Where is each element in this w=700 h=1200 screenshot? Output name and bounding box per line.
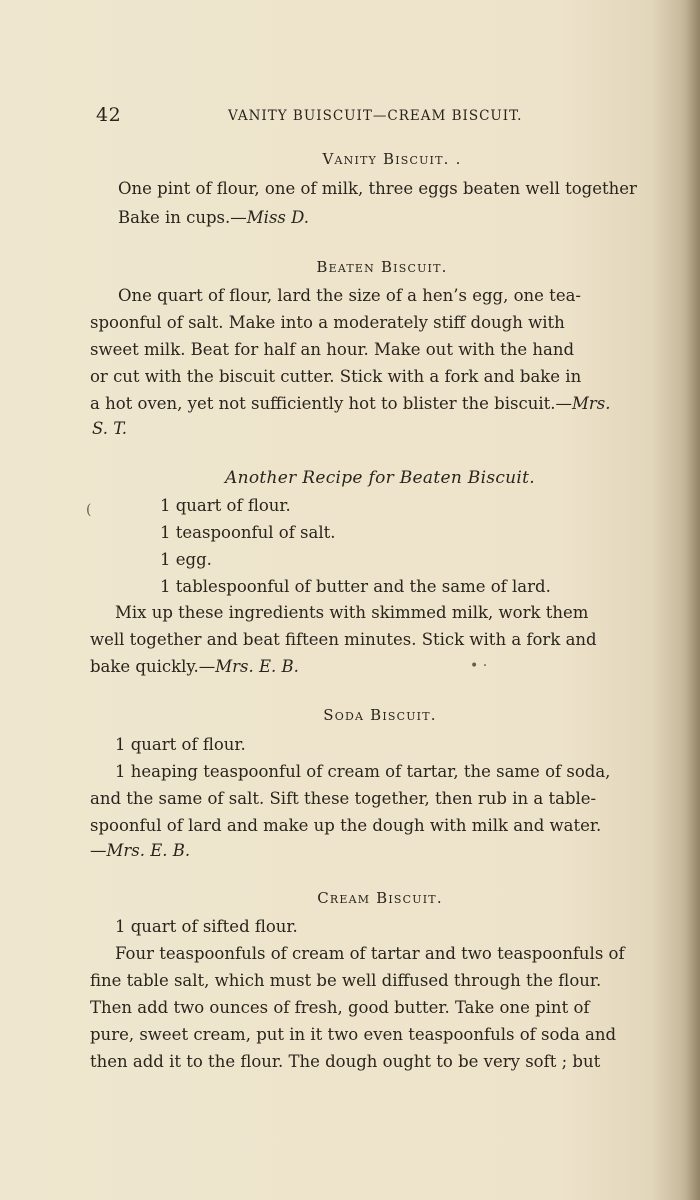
cream-line-4: Then add two ounces of fresh, good butter. Take one pint of <box>90 998 590 1017</box>
another-line-1: Mix up these ingredients with skimmed milk, work them <box>115 603 589 622</box>
margin-mark: ( <box>86 502 92 518</box>
ingredient-3: 1 egg. <box>160 550 212 569</box>
vanity-attribution: Miss D. <box>246 208 310 227</box>
another-attribution: Mrs. E. B. <box>215 657 299 676</box>
running-head: VANITY BUISCUIT—CREAM BISCUIT. <box>228 108 523 124</box>
cream-line-2: Four teaspoonfuls of cream of tartar and two teaspoonfuls of <box>115 944 625 963</box>
soda-line-1: 1 quart of flour. <box>115 735 246 754</box>
soda-attribution: —Mrs. E. B. <box>90 841 191 860</box>
page-number: 42 <box>96 104 122 126</box>
beaten-line-5: a hot oven, yet not sufficiently hot to blister the biscuit.—Mrs. <box>90 394 611 413</box>
soda-line-3: and the same of salt. Sift these together, then rub in a table- <box>90 789 597 808</box>
vanity-line-2: Bake in cups.—Miss D. <box>118 208 310 227</box>
beaten-biscuit-title: Beaten Biscuit. <box>316 258 448 276</box>
vanity-line-1: One pint of flour, one of milk, three eggs beaten well together <box>118 179 637 198</box>
beaten-line-1: One quart of flour, lard the size of a hen’s egg, one tea- <box>118 286 581 305</box>
beaten-line-2: spoonful of salt. Make into a moderately stiff dough with <box>90 313 565 332</box>
ingredient-2: 1 teaspoonful of salt. <box>160 523 336 542</box>
another-recipe-title: Another Recipe for Beaten Biscuit. <box>225 468 535 488</box>
ingredient-1: 1 quart of flour. <box>160 496 291 515</box>
ingredient-4: 1 tablespoonful of butter and the same of lard. <box>160 577 551 596</box>
cream-biscuit-title: Cream Biscuit. <box>317 889 443 907</box>
soda-biscuit-title: Soda Biscuit. <box>323 706 437 724</box>
stray-dots: • · <box>470 658 488 674</box>
cream-line-3: fine table salt, which must be well diffused through the flour. <box>90 971 602 990</box>
another-line-2: well together and beat fifteen minutes. Stick with a fork and <box>90 630 597 649</box>
another-line-3: bake quickly.—Mrs. E. B. <box>90 657 299 676</box>
cream-line-6: then add it to the flour. The dough ought to be very soft ; but <box>90 1052 601 1071</box>
beaten-line-3: sweet milk. Beat for half an hour. Make out with the hand <box>90 340 575 359</box>
cream-line-1: 1 quart of sifted flour. <box>115 917 298 936</box>
soda-line-2: 1 heaping teaspoonful of cream of tartar, the same of soda, <box>115 762 611 781</box>
cream-line-5: pure, sweet cream, put in it two even teaspoonfuls of soda and <box>90 1025 617 1044</box>
beaten-line-4: or cut with the biscuit cutter. Stick with a fork and bake in <box>90 367 582 386</box>
page-edge-shadow <box>686 0 700 1200</box>
beaten-attribution-2: S. T. <box>92 419 128 438</box>
soda-line-4: spoonful of lard and make up the dough with milk and water. <box>90 816 602 835</box>
beaten-attribution-1: Mrs. <box>571 394 611 413</box>
page-header <box>96 104 566 128</box>
vanity-biscuit-title: Vanity Biscuit. . <box>322 150 462 168</box>
